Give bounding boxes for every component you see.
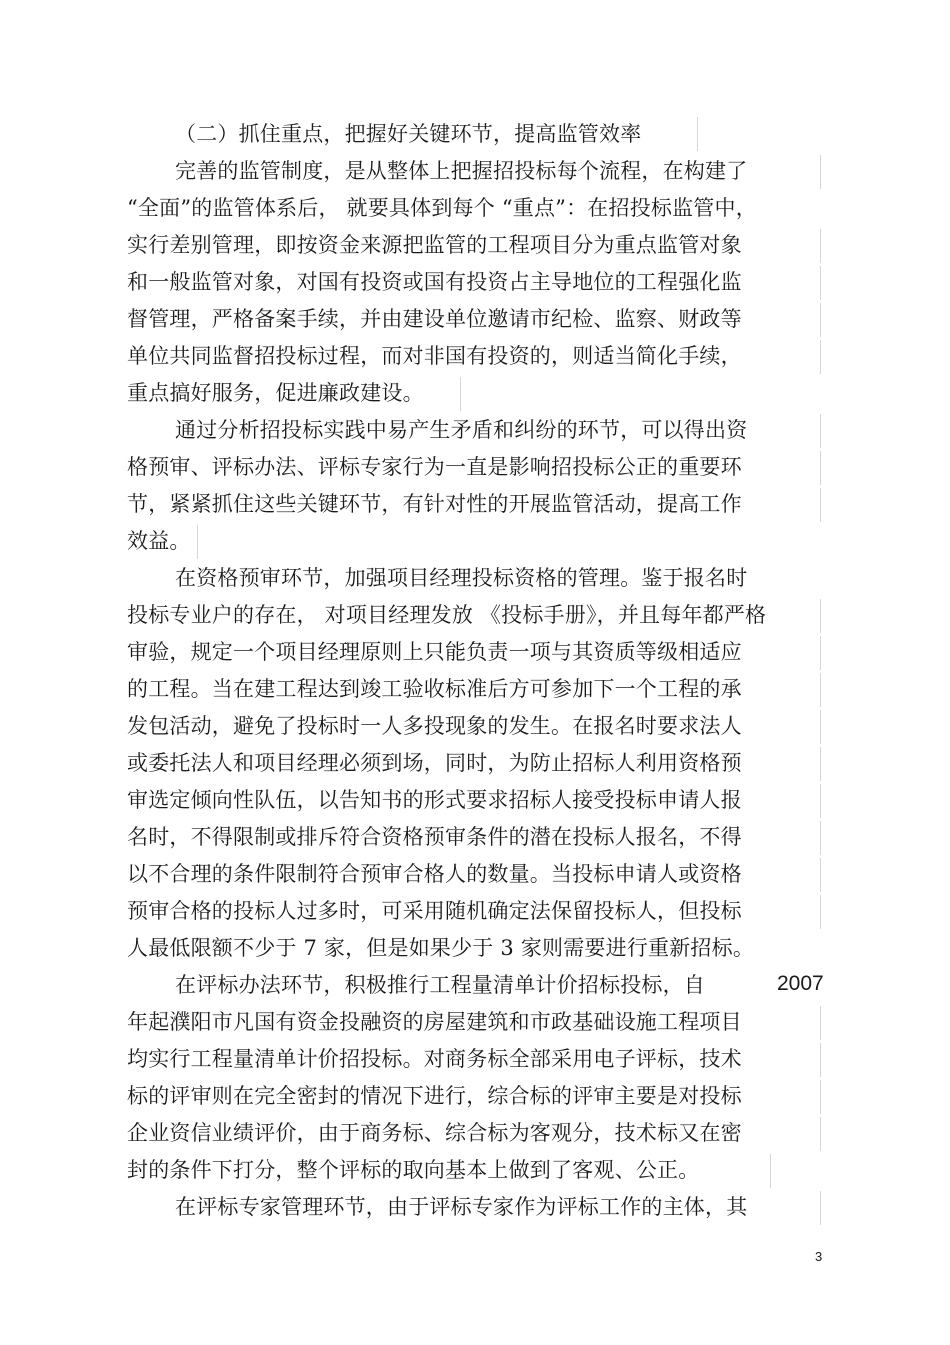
text-line: 在评标办法环节，积极推行工程量清单计价招标投标，自 [175, 973, 705, 997]
text-line: 在评标专家管理环节，由于评标专家作为评标工作的主体，其 [175, 1195, 748, 1219]
section-heading: （二）抓住重点，把握好关键环节，提高监管效率 [175, 122, 642, 146]
layout-divider [820, 488, 821, 522]
layout-divider [820, 1191, 821, 1225]
layout-divider [820, 1117, 821, 1151]
text-line: 预审合格的投标人过多时，可采用随机确定法保留投标人，但投标 [127, 899, 742, 923]
layout-divider [820, 451, 821, 485]
layout-divider [820, 858, 821, 892]
layout-divider [820, 599, 821, 633]
layout-divider [770, 1154, 771, 1188]
text-line: 重点搞好服务，促进廉政建设。 [127, 381, 424, 405]
text-line: 以不合理的条件限制符合预审合格人的数量。当投标申请人或资格 [127, 862, 742, 886]
text-line: 发包活动，避免了投标时一人多投现象的发生。在报名时要求法人 [127, 714, 742, 738]
page-number: 3 [815, 1249, 823, 1264]
text-line: 或委托法人和项目经理必须到场，同时，为防止招标人利用资格预 [127, 751, 742, 775]
text-line: 人最低限额不少于 7 家，但是如果少于 3 家则需要进行重新招标。 [127, 936, 755, 960]
text-line: 企业资信业绩评价，由于商务标、综合标为客观分，技术标又在密 [127, 1121, 742, 1145]
layout-divider [820, 710, 821, 744]
text-line: 单位共同监督招投标过程，而对非国有投资的，则适当简化手续， [127, 344, 742, 368]
text-line: 投标专业户的存在， 对项目经理发放 《投标手册》，并且每年都严格 [127, 603, 767, 627]
layout-divider [820, 673, 821, 707]
layout-divider [820, 229, 821, 263]
layout-divider [820, 784, 821, 818]
layout-divider [820, 414, 821, 448]
text-line: 的工程。当在建工程达到竣工验收标准后方可参加下一个工程的承 [127, 677, 742, 701]
layout-divider [820, 636, 821, 670]
text-line: 审验，规定一个项目经理原则上只能负责一项与其资质等级相适应 [127, 640, 742, 664]
text-line: 实行差别管理，即按资金来源把监管的工程项目分为重点监管对象 [127, 233, 742, 257]
text-line: “全面”的监管体系后， 就要具体到每个 “重点”：在招投标监管中， [127, 196, 757, 220]
text-line: 通过分析招投标实践中易产生矛盾和纠纷的环节，可以得出资 [175, 418, 748, 442]
layout-divider [820, 895, 821, 929]
layout-divider [460, 377, 461, 411]
layout-divider [820, 1043, 821, 1077]
text-line: 和一般监管对象，对国有投资或国有投资占主导地位的工程强化监 [127, 270, 742, 294]
layout-divider [820, 340, 821, 374]
layout-divider [820, 1006, 821, 1040]
text-line: 督管理，严格备案手续，并由建设单位邀请市纪检、监察、财政等 [127, 307, 742, 331]
text-line: 效益。 [127, 529, 191, 553]
text-line: 名时，不得限制或排斥符合资格预审条件的潜在投标人报名，不得 [127, 825, 742, 849]
layout-divider [697, 117, 698, 151]
layout-divider [820, 821, 821, 855]
layout-divider [820, 266, 821, 300]
text-line: 审选定倾向性队伍，以告知书的形式要求招标人接受投标申请人报 [127, 788, 742, 812]
text-line: 在资格预审环节，加强项目经理投标资格的管理。鉴于报名时 [175, 566, 748, 590]
year-number: 2007 [777, 972, 824, 995]
text-line: 完善的监管制度，是从整体上把握招投标每个流程，在构建了 [175, 159, 748, 183]
text-line: 均实行工程量清单计价招投标。对商务标全部采用电子评标，技术 [127, 1047, 742, 1071]
layout-divider [820, 1080, 821, 1114]
layout-divider [820, 747, 821, 781]
layout-divider [197, 525, 198, 559]
text-line: 格预审、评标办法、评标专家行为一直是影响招投标公正的重要环 [127, 455, 742, 479]
text-line: 标的评审则在完全密封的情况下进行，综合标的评审主要是对投标 [127, 1084, 742, 1108]
text-line: 封的条件下打分，整个评标的取向基本上做到了客观、公正。 [127, 1158, 700, 1182]
layout-divider [820, 303, 821, 337]
layout-divider [820, 155, 821, 189]
text-line: 年起濮阳市凡国有资金投融资的房屋建筑和市政基础设施工程项目 [127, 1010, 742, 1034]
text-line: 节，紧紧抓住这些关键环节，有针对性的开展监管活动，提高工作 [127, 492, 742, 516]
